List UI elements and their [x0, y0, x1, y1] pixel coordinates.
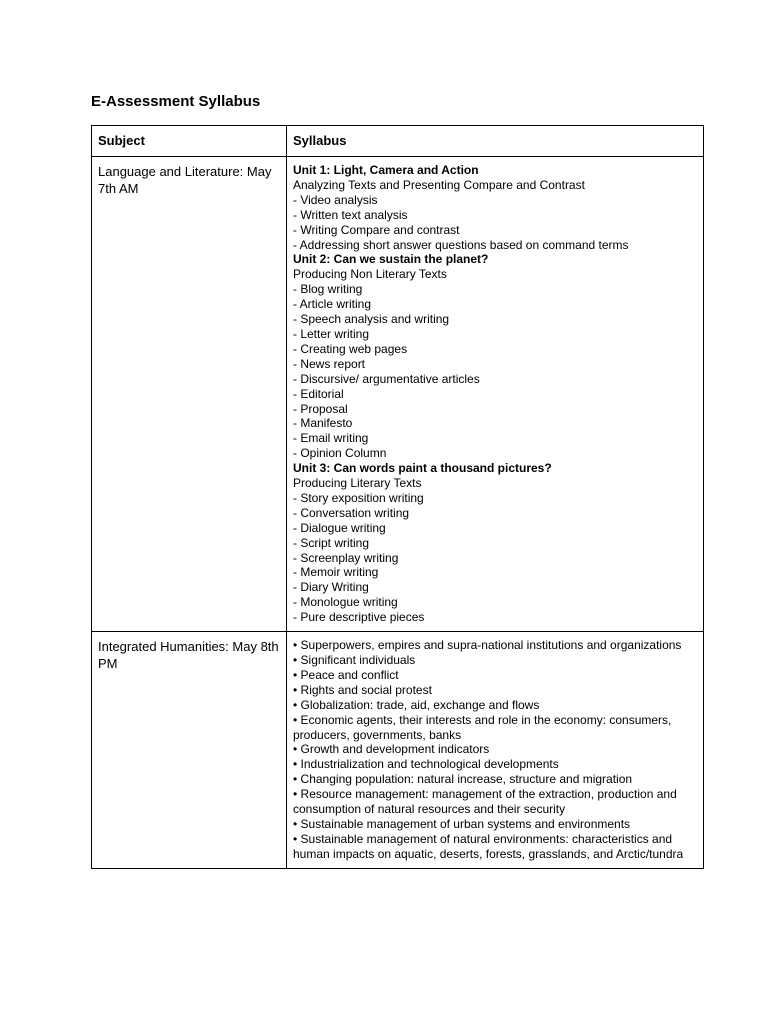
page-title: E-Assessment Syllabus [91, 93, 261, 110]
syllabus-line: - Written text analysis [293, 207, 408, 222]
syllabus-line: - Writing Compare and contrast [293, 222, 460, 237]
syllabus-line: • Sustainable management of natural environments: characteristics and human impacts on aquatic, deserts, forests, grasslands, and Arctic/tundra [293, 831, 684, 861]
syllabus-line: • Significant individuals [293, 653, 416, 667]
syllabus-line: - Memoir writing [293, 565, 379, 580]
syllabus-table [91, 125, 704, 869]
syllabus-line: - Article writing [293, 297, 372, 312]
table-header-row [92, 126, 704, 157]
syllabus-line: Analyzing Texts and Presenting Compare and Contrast [293, 177, 585, 192]
syllabus-line: - Screenplay writing [293, 550, 399, 565]
syllabus-line: - Video analysis [293, 192, 378, 207]
syllabus-line: • Superpowers, empires and supra-national institutions and organizations [293, 638, 682, 653]
syllabus-line: • Resource management: management of the extraction, production and consumption of natural resources and their security [293, 787, 677, 817]
column-header-subject: Subject [92, 126, 287, 157]
table-row [92, 632, 704, 869]
syllabus-line: Producing Literary Texts [293, 476, 422, 491]
unit-heading: Unit 1: Light, Camera and Action [293, 163, 479, 177]
column-header-syllabus: Syllabus [287, 126, 704, 157]
syllabus-line: • Sustainable management of urban systems and environments [293, 816, 631, 831]
unit-heading: Unit 3: Can words paint a thousand pictures? [293, 461, 552, 476]
unit-heading: Unit 2: Can we sustain the planet? [293, 252, 489, 267]
syllabus-line: • Peace and conflict [293, 667, 399, 682]
syllabus-line: • Changing population: natural increase, structure and migration [293, 772, 633, 787]
syllabus-line: - Script writing [293, 535, 370, 550]
syllabus-line: - Speech analysis and writing [293, 312, 450, 327]
syllabus-line: - Opinion Column [293, 446, 387, 461]
syllabus-line: • Growth and development indicators [293, 742, 490, 757]
syllabus-line: - Conversation writing [293, 505, 410, 520]
syllabus-line: - Monologue writing [293, 595, 398, 610]
subject-cell: Language and Literature: May 7th AM [92, 157, 287, 632]
syllabus-line: • Economic agents, their interests and role in the economy: consumers, producers, governments, banks [293, 712, 672, 742]
syllabus-cell [287, 157, 704, 632]
table-row [92, 157, 704, 632]
syllabus-line: - Discursive/ argumentative articles [293, 371, 480, 386]
syllabus-line: - Blog writing [293, 282, 363, 297]
syllabus-line: Producing Non Literary Texts [293, 267, 447, 282]
syllabus-line: - Addressing short answer questions based on command terms [293, 237, 629, 252]
syllabus-line: - Story exposition writing [293, 490, 424, 505]
syllabus-line: - Creating web pages [293, 341, 408, 356]
syllabus-line: - Email writing [293, 431, 369, 446]
subject-cell: Integrated Humanities: May 8th PM [92, 632, 287, 869]
syllabus-line: • Globalization: trade, aid, exchange and flows [293, 697, 540, 712]
syllabus-line: - Manifesto [293, 416, 353, 431]
syllabus-line: - Editorial [293, 386, 344, 401]
syllabus-line: - News report [293, 356, 366, 371]
syllabus-line: - Pure descriptive pieces [293, 610, 425, 625]
syllabus-line: - Letter writing [293, 326, 370, 341]
syllabus-line: - Dialogue writing [293, 520, 386, 535]
syllabus-line: • Industrialization and technological developments [293, 757, 559, 772]
syllabus-line: - Proposal [293, 401, 348, 416]
syllabus-line: • Rights and social protest [293, 682, 432, 697]
syllabus-cell [287, 632, 704, 869]
syllabus-line: - Diary Writing [293, 580, 369, 595]
